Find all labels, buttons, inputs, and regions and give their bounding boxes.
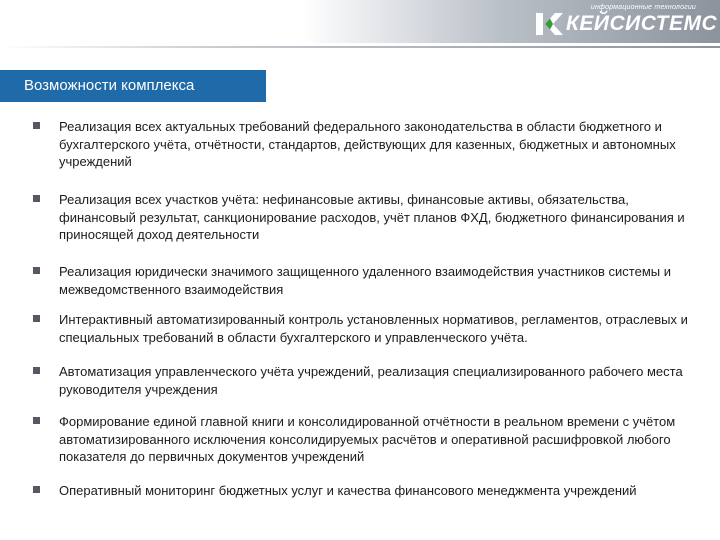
bullet-square-icon [33,267,40,274]
list-item-text: Оперативный мониторинг бюджетных услуг и качества финансового менеджмента учреждений [59,483,637,498]
list-item-text: Реализация всех актуальных требований федерального законодательства в области бюджетного и бухгалтерского учёта, отчётности, стандартов, действующих для казенных, бюджетных и автономных учреждений [59,119,676,169]
logo-name: КЕЙСИСТЕМС [566,12,718,35]
logo-tagline: информационные технологии [590,4,696,11]
bullet-square-icon [33,195,40,202]
list-item-text: Реализация всех участков учёта: нефинансовые активы, финансовые активы, обязательства, финансовый результат, санкционирование расходов, учёт планов ФХД, бюджетного финансирования и приносящей доход деятельности [59,192,685,242]
list-item-text: Формирование единой главной книги и консолидированной отчётности в реальном времени с учётом автоматизированного исключения консолидируемых расчётов и оперативной расшифровкой любого показателя до первичных документов учреждений [59,414,676,464]
list-item-text: Автоматизация управленческого учёта учреждений, реализация специализированного рабочего места руководителя учреждения [59,364,683,397]
section-title: Возможности комплекса [0,70,266,102]
bullet-square-icon [33,367,40,374]
bullet-square-icon [33,122,40,129]
bullet-square-icon [33,417,40,424]
list-item-text: Интерактивный автоматизированный контроль установленных нормативов, регламентов, отраслевых и специальных требований в области бухгалтерского и управленческого учёта. [59,312,688,345]
ks-chevron-logo-icon [536,13,564,35]
bullet-square-icon [33,486,40,493]
company-logo [536,4,718,40]
list-item-text: Реализация юридически значимого защищенного удаленного взаимодействия участников системы и межведомственного взаимодействия [59,264,671,297]
bullet-square-icon [33,315,40,322]
header-divider [0,46,720,48]
